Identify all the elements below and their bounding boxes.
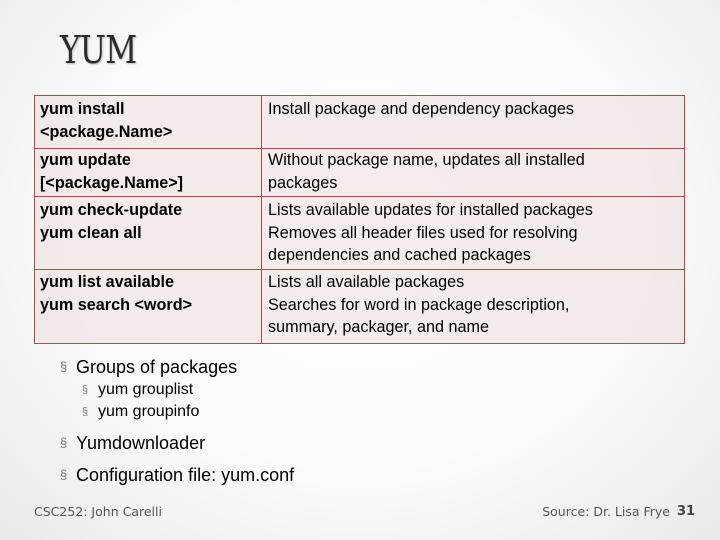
footer-source: Source: Dr. Lisa Frye [542, 504, 670, 519]
command-table [34, 95, 685, 344]
command-cell [35, 96, 262, 149]
list-item [82, 401, 294, 423]
bullet-text: Yumdownloader [76, 433, 206, 453]
bullet-text: yum groupinfo [98, 403, 200, 420]
description-text: summary, packager, and name [268, 318, 490, 336]
description-text: packages [268, 173, 338, 192]
command-text: yum check-update [40, 201, 183, 219]
bullet-text: Groups of packages [76, 357, 238, 377]
table-row [35, 270, 685, 344]
command-cell [35, 197, 262, 270]
command-text: yum list available [40, 273, 175, 291]
description-text: Removes all header files used for resolving [268, 223, 578, 242]
description-text: Searches for word in package description, [268, 295, 570, 314]
list-item [60, 463, 294, 487]
bullet-text: yum grouplist [98, 381, 194, 398]
description-text: Lists available updates for installed packages [268, 201, 593, 219]
table-row [35, 197, 685, 270]
bullet-list [60, 355, 294, 487]
description-text: Install package and dependency packages [268, 100, 574, 118]
footer-author: CSC252: John Carelli [34, 504, 162, 519]
section-bullet-icon: § [60, 359, 68, 374]
description-cell [262, 96, 685, 149]
section-bullet-icon: § [60, 435, 68, 450]
table-row [35, 149, 685, 197]
slide-number: 31 [677, 504, 696, 519]
command-text: yum update [40, 151, 131, 169]
description-text: dependencies and cached packages [268, 246, 531, 264]
description-text: Without package name, updates all installed [268, 151, 585, 169]
section-bullet-icon: § [82, 384, 89, 396]
list-item [60, 355, 294, 379]
command-text: yum search <word> [40, 295, 193, 314]
command-text: yum install [40, 100, 125, 118]
description-cell [262, 270, 685, 344]
section-bullet-icon: § [82, 406, 89, 418]
command-text: yum clean all [40, 223, 142, 242]
command-text: <package.Name> [40, 122, 173, 141]
command-cell [35, 270, 262, 344]
description-cell [262, 197, 685, 270]
command-cell [35, 149, 262, 197]
table-row [35, 96, 685, 149]
description-cell [262, 149, 685, 197]
list-item [82, 379, 294, 401]
section-bullet-icon: § [60, 467, 68, 482]
slide-title: YUM [60, 28, 137, 72]
bullet-text: Configuration file: yum.conf [76, 465, 295, 485]
command-text: [<package.Name>] [40, 173, 184, 192]
list-item [60, 431, 294, 455]
description-text: Lists all available packages [268, 273, 465, 291]
